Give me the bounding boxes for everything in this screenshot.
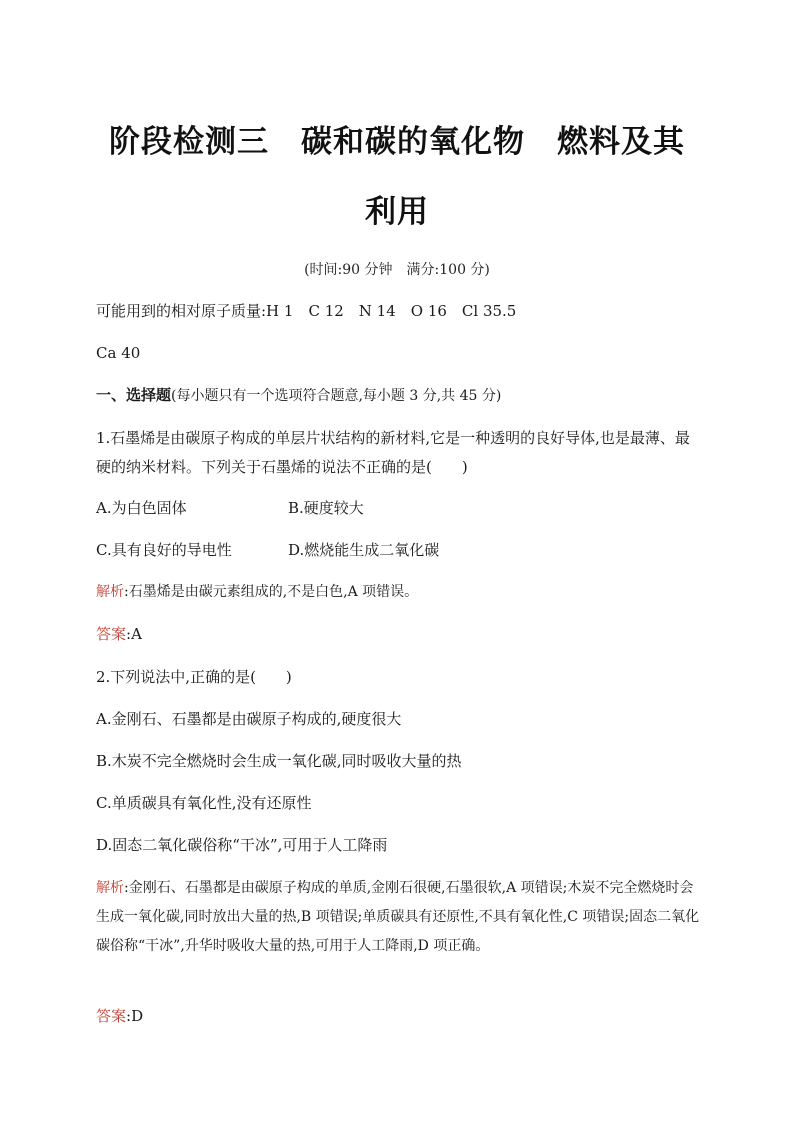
q1-option-row-2	[96, 540, 440, 560]
q2-analysis	[96, 874, 702, 961]
q1-analysis	[96, 582, 418, 602]
question-2-stem: 2.下列说法中,正确的是( )	[96, 668, 292, 686]
q2-option-a: A.金刚石、石墨都是由碳原子构成的,硬度很大	[96, 710, 402, 728]
q1-answer-label: 答案	[96, 625, 127, 643]
q1-option-c: C.具有良好的导电性	[96, 541, 232, 559]
page-title-line1: 阶段检测三 碳和碳的氧化物 燃料及其	[109, 124, 685, 160]
question-1-stem: 1.石墨烯是由碳原子构成的单层片状结构的新材料,它是一种透明的良好导体,也是最薄、最硬的纳米材料。下列关于石墨烯的说法不正确的是( )	[96, 429, 690, 476]
q1-analysis-text: :石墨烯是由碳元素组成的,不是白色,A 项错误。	[124, 584, 419, 600]
atomic-masses-line2: Ca 40	[96, 344, 141, 362]
section-title: 一、选择题	[96, 386, 172, 404]
q1-option-d: D.燃烧能生成二氧化碳	[288, 541, 440, 559]
page-title-line2: 利用	[365, 194, 429, 230]
q1-answer-text: :A	[126, 625, 142, 643]
q1-option-a: A.为白色固体	[96, 499, 187, 517]
atomic-masses-line1: 可能用到的相对原子质量:H 1 C 12 N 14 O 16 Cl 35.5	[96, 302, 517, 320]
q1-option-row-1	[96, 498, 364, 518]
exam-time-score: (时间:90 分钟 满分:100 分)	[304, 262, 490, 278]
q2-analysis-text: :金刚石、石墨都是由碳原子构成的单质,金刚石很硬,石墨很软,A 项错误;木炭不完全燃烧时会生成一氧化碳,同时放出大量的热,B 项错误;单质碳具有还原性,不具有氧化性,C 项错误;固态二氧化碳俗称“干冰”,升华时吸收大量的热,可用于人工降雨,D 项正确。	[96, 880, 700, 954]
q2-answer-label: 答案	[96, 1007, 127, 1025]
q2-answer	[96, 1006, 143, 1026]
q2-option-d: D.固态二氧化碳俗称“干冰”,可用于人工降雨	[96, 836, 388, 854]
q2-option-c: C.单质碳具有氧化性,没有还原性	[96, 794, 312, 812]
q1-option-b: B.硬度较大	[288, 499, 364, 517]
q1-analysis-label: 解析	[96, 584, 124, 600]
q2-analysis-label: 解析	[96, 880, 124, 896]
q1-answer	[96, 624, 142, 644]
q2-answer-text: :D	[126, 1007, 144, 1025]
section-heading	[96, 385, 501, 406]
section-note: (每小题只有一个选项符合题意,每小题 3 分,共 45 分)	[171, 388, 502, 404]
q2-option-b: B.木炭不完全燃烧时会生成一氧化碳,同时吸收大量的热	[96, 752, 462, 770]
